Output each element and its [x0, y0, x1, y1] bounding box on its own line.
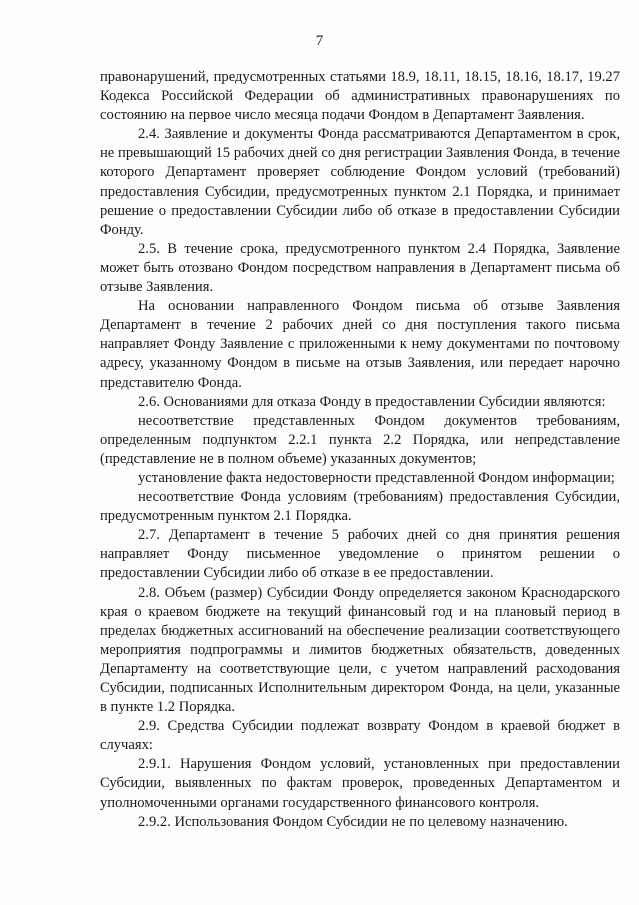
paragraph-2-8: 2.8. Объем (размер) Субсидии Фонду определяется законом Краснодарского края о краевом бюджете на текущий финансовый год и на плановый период в пределах бюджетных ассигнований на обеспечение реализации соответствующего мероприятия подпрограммы и лимитов бюджетных обязательств, доведенных Департаменту на соответствующие цели, с учетом направлений расходования Субсидии, подписанных Исполнительным директором Фонда, на цели, указанные в пункте 1.2 Порядка. — [100, 584, 620, 716]
paragraph-2-6-item-3: несоответствие Фонда условиям (требованиям) предоставления Субсидии, предусмотренным пунктом 2.1 Порядка. — [100, 489, 620, 525]
paragraph-2-7: 2.7. Департамент в течение 5 рабочих дней со дня принятия решения направляет Фонду письменное уведомление о принятом решении о предоставлении Субсидии либо об отказе в ее предоставлении. — [100, 527, 620, 582]
paragraph-2-9: 2.9. Средства Субсидии подлежат возврату Фондом в краевой бюджет в случаях: — [100, 718, 620, 754]
paragraph-2-9-2: 2.9.2. Использования Фондом Субсидии не по целевому назначению. — [138, 813, 568, 830]
page-number: 7 — [315, 33, 324, 49]
document-body — [100, 68, 620, 832]
paragraph-2-5-withdrawal: На основании направленного Фондом письма об отзыве Заявления Департамент в течение 2 рабочих дней со дня поступления такого письма направляет Фонду Заявление с приложенными к нему документами по почтовому адресу, указанному Фондом в письме на отзыв Заявления, или передает нарочно представителю Фонда. — [100, 298, 620, 391]
paragraph-2-5: 2.5. В течение срока, предусмотренного пунктом 2.4 Порядка, Заявление может быть отозвано Фондом посредством направления в Департамент письма об отзыве Заявления. — [100, 240, 620, 296]
paragraph-continuation: правонарушений, предусмотренных статьями 18.9, 18.11, 18.15, 18.16, 18.17, 19.27 Кодекса Российской Федерации об административных правонарушениях по состоянию на первое число месяца подачи Фондом в Департамент Заявления. — [100, 69, 620, 124]
paragraph-2-6-item-2: установление факта недостоверности представленной Фондом информации; — [138, 469, 615, 486]
paragraph-2-9-1: 2.9.1. Нарушения Фондом условий, установленных при предоставлении Субсидии, выявленных по фактам проверок, проведенных Департаментом и уполномоченными органами государственного финансового контроля. — [100, 756, 620, 811]
paragraph-2-4: 2.4. Заявление и документы Фонда рассматриваются Департаментом в срок, не превышающий 15 рабочих дней со дня регистрации Заявления Фонда, в течение которого Департамент проверяет соблюдение Фондом условий (требований) предоставления Субсидии, предусмотренных пунктом 2.1 Порядка, и принимает решение о предоставлении Субсидии либо об отказе в предоставлении Субсидии Фонду. — [100, 126, 620, 238]
paragraph-2-6-item-1: несоответствие представленных Фондом документов требованиям, определенным подпунктом 2.2.1 пункта 2.2 Порядка, или непредставление (представление не в полном объеме) указанных документов; — [100, 412, 620, 467]
paragraph-2-6: 2.6. Основаниями для отказа Фонду в предоставлении Субсидии являются: — [138, 393, 606, 410]
